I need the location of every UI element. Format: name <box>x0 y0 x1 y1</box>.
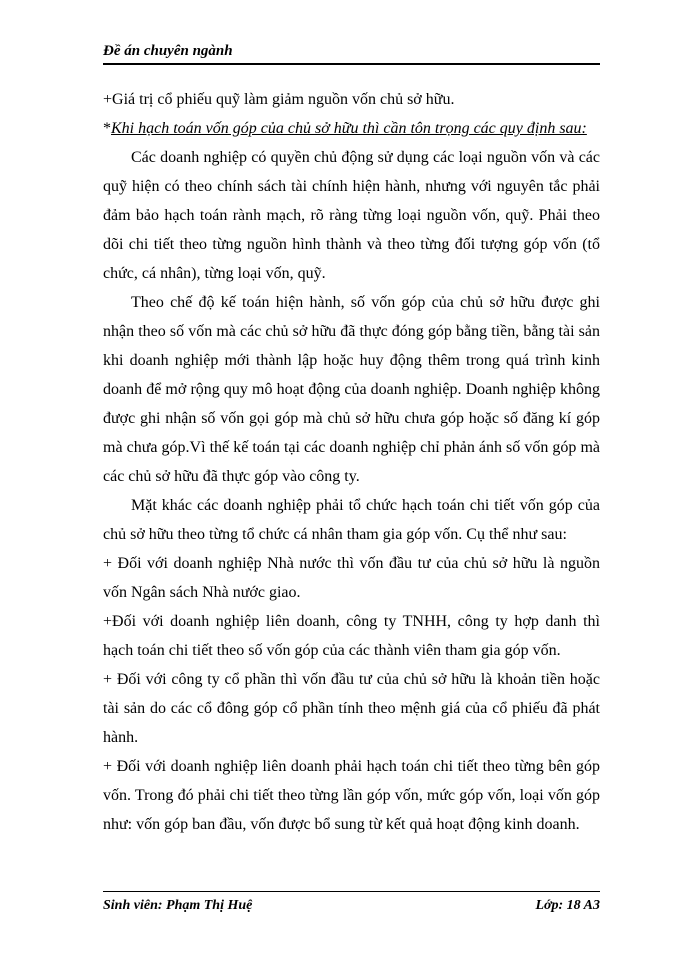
paragraph-3: Các doanh nghiệp có quyền chủ động sử dụng các loại nguồn vốn và các quỹ hiện có theo chính sách tài chính hiện hành, nhưng với nguyên tắc phải đảm bảo hạch toán rành mạch, rõ ràng từng loại nguồn vốn, quỹ. Phải theo dõi chi tiết theo từng nguồn hình thành và theo từng đối tượng góp vốn (tổ chức, cá nhân), từng loại vốn, quỹ. <box>103 149 600 282</box>
paragraph-9: + Đối với doanh nghiệp liên doanh phải hạch toán chi tiết theo từng bên góp vốn. Trong đó phải chi tiết theo từng lần góp vốn, mức góp vốn, loại vốn góp như: vốn góp ban đầu, vốn được bổ sung từ kết quả hoạt động kinh doanh. <box>103 758 600 833</box>
document-body <box>103 85 600 839</box>
footer-class: Lớp: 18 A3 <box>535 898 600 913</box>
paragraph-7: +Đối với doanh nghiệp liên doanh, công ty TNHH, công ty hợp danh thì hạch toán chi tiết theo số vốn góp của các thành viên tham gia góp vốn. <box>103 613 600 659</box>
heading-prefix: * <box>103 120 111 137</box>
footer-student: Sinh viên: Phạm Thị Huệ <box>103 898 253 913</box>
paragraph-4: Theo chế độ kế toán hiện hành, số vốn góp của chủ sở hữu được ghi nhận theo số vốn mà các chủ sở hữu đã thực đóng góp bằng tiền, bằng tài sản khi doanh nghiệp mới thành lập hoặc huy động thêm trong quá trình kinh doanh để mở rộng quy mô hoạt động của doanh nghiệp. Doanh nghiệp không được ghi nhận số vốn gọi góp mà chủ sở hữu chưa góp hoặc số đăng kí góp mà chưa góp.Vì thế kế toán tại các doanh nghiệp chỉ phản ánh số vốn góp mà các chủ sở hữu đã thực góp vào công ty. <box>103 294 600 485</box>
paragraph-6: + Đối với doanh nghiệp Nhà nước thì vốn đầu tư của chủ sở hữu là nguồn vốn Ngân sách Nhà nước giao. <box>103 555 600 601</box>
paragraph-5: Mặt khác các doanh nghiệp phải tổ chức hạch toán chi tiết vốn góp của chủ sở hữu theo từng tổ chức cá nhân tham gia góp vốn. Cụ thể như sau: <box>103 497 600 543</box>
paragraph-1: +Giá trị cổ phiếu quỹ làm giảm nguồn vốn chủ sở hữu. <box>103 91 455 108</box>
heading-lead: Khi hạch toán vốn góp của chủ sở hữu thì cần tôn trọng các quy định sau: <box>111 120 587 137</box>
header-rule <box>103 63 600 65</box>
paragraph-2-heading <box>103 114 600 143</box>
page-header-title: Đề án chuyên ngành <box>103 43 233 59</box>
footer-rule <box>103 891 600 892</box>
paragraph-8: + Đối với công ty cổ phần thì vốn đầu tư của chủ sở hữu là khoản tiền hoặc tài sản do các cổ đông góp cổ phần tính theo mệnh giá của cổ phiếu đã phát hành. <box>103 671 600 746</box>
page-footer <box>103 898 600 914</box>
